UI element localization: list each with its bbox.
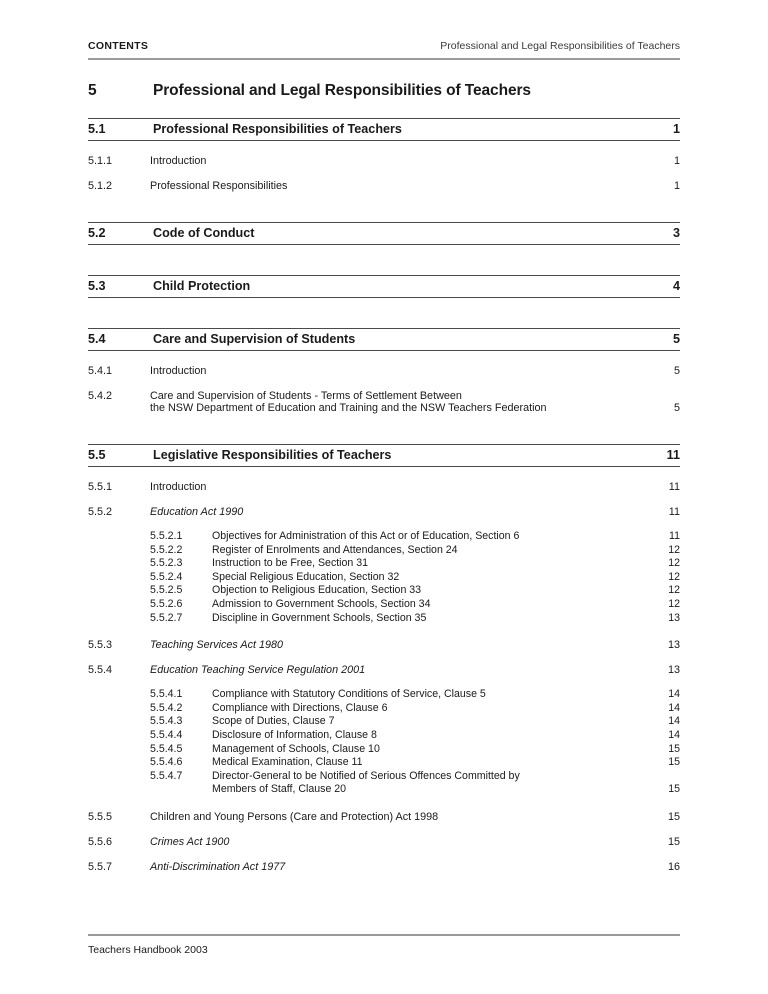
spacer [88,676,680,688]
entry-label: Education Teaching Service Regulation 2001 [150,664,366,677]
subentry-number: 5.5.4.1 [150,688,183,701]
subentry-label: Admission to Government Schools, Section 34 [212,597,431,610]
subentry-label: Objectives for Administration of this Act or of Education, Section 6 [212,530,520,542]
entry-label-line2: the NSW Department of Education and Training and the NSW Teachers Federation [150,402,547,414]
footer-text: Teachers Handbook 2003 [88,944,208,956]
section-number: 5.1 [88,122,106,136]
toc-subentry[interactable] [88,770,680,797]
toc-entry-5-5-5[interactable] [88,811,680,823]
spacer [88,141,680,155]
subentry-number: 5.5.4.5 [150,742,183,755]
entry-page-number: 5 [673,365,680,377]
toc-subentry[interactable] [88,584,680,598]
subentry-label: Compliance with Statutory Conditions of Service, Clause 5 [212,688,486,701]
subentry-page-number: 12 [668,557,680,570]
spacer [88,414,680,444]
subentry-label: Medical Examination, Clause 11 [212,756,363,769]
subentry-page-number: 14 [668,688,680,701]
toc-entry-5-5-7[interactable] [88,861,680,873]
entry-page-number: 1 [673,180,680,192]
subentry-page-number: 14 [668,715,680,728]
entry-label: Professional Responsibilities [150,180,288,192]
spacer [88,245,680,275]
toc-entry-5-4-2[interactable] [88,390,680,414]
subentry-label: Register of Enrolments and Attendances, Section 24 [212,543,458,556]
toc-entry-5-4-1[interactable] [88,365,680,377]
section-number: 5.5 [88,448,106,462]
spacer [88,848,680,861]
subentry-page-number: 15 [668,756,680,769]
spacer [88,192,680,222]
entry-label: Crimes Act 1900 [150,835,230,848]
subentry-number: 5.5.2.4 [150,570,183,583]
subentry-page-number: 14 [668,701,680,714]
entry-page-number: 16 [667,860,680,873]
toc-entry-5-1-2[interactable] [88,180,680,192]
toc-entry-5-5-1[interactable] [88,481,680,493]
section-page-number: 3 [672,226,680,240]
section-page-number: 1 [672,122,680,136]
entry-number: 5.4.2 [88,390,113,402]
spacer [88,467,680,481]
entry-label: Introduction [150,155,207,167]
section-number: 5.4 [88,332,106,346]
toc-entry-5-1-1[interactable] [88,155,680,167]
chapter-title [88,82,680,100]
entry-number: 5.5.1 [88,481,113,493]
spacer [88,651,680,664]
toc-subentry[interactable] [88,612,680,626]
subentry-number: 5.5.2.2 [150,543,183,556]
running-head [88,0,680,52]
section-page-number: 11 [666,448,680,462]
entry-number: 5.1.1 [88,155,113,167]
subentry-label: Instruction to be Free, Section 31 [212,557,369,570]
toc-subentry[interactable] [88,557,680,571]
subentry-number: 5.5.2.3 [150,557,183,570]
section-page-number: 4 [672,279,680,293]
toc-subentry[interactable] [88,756,680,770]
subentry-number: 5.5.2.7 [150,611,183,624]
entry-label: Introduction [150,481,207,493]
entry-page-value: 5 [673,402,680,414]
subentry-number: 5.5.2.6 [150,597,183,610]
entry-number: 5.5.4 [88,664,113,677]
entry-label-line1: Care and Supervision of Students - Terms of Settlement Between [150,390,462,402]
section-heading-row[interactable] [88,329,680,350]
subentry-page-number: 12 [668,570,680,583]
section-page-number: 5 [672,332,680,346]
toc-section-5-4 [88,328,680,414]
toc-entry-5-5-4[interactable] [88,664,680,676]
entry-label: Introduction [150,365,207,377]
toc-subitems-5-5-2 [88,530,680,625]
section-number: 5.3 [88,279,106,293]
subentry-label: Objection to Religious Education, Section 33 [212,584,422,597]
entry-number: 5.5.2 [88,506,113,518]
entry-page-number: 1 [673,155,680,167]
subentry-label: Management of Schools, Clause 10 [212,742,380,755]
toc-subentry[interactable] [88,571,680,585]
header-divider [88,58,680,60]
toc-subentry[interactable] [88,729,680,743]
subentry-page-number: 15 [668,742,680,755]
entry-page-number: 15 [667,835,680,848]
running-head-right: Professional and Legal Responsibilities of Teachers [440,40,680,52]
subentry-number: 5.5.2.1 [150,530,183,542]
entry-label: Anti-Discrimination Act 1977 [150,860,286,873]
section-heading-row[interactable] [88,445,680,466]
toc-section-5-3 [88,275,680,298]
subentry-page-number: 12 [668,597,680,610]
subentry-number: 5.5.4.4 [150,728,183,741]
section-label: Care and Supervision of Students [153,332,356,346]
entry-label: Education Act 1990 [150,506,244,518]
entry-page-number: 13 [667,639,680,652]
toc-subentry[interactable] [88,544,680,558]
spacer [88,823,680,836]
subentry-number: 5.5.4.7 [150,769,183,782]
chapter-number: 5 [88,82,97,99]
chapter-title-text: Professional and Legal Responsibilities of Teachers [153,82,531,99]
entry-page-number: 13 [667,664,680,677]
spacer [88,493,680,506]
spacer [88,625,680,639]
subentry-page-number: 12 [668,543,680,556]
entry-label: Teaching Services Act 1980 [150,639,284,652]
subentry-label: Disclosure of Information, Clause 8 [212,728,377,741]
subentry-number: 5.5.2.5 [150,584,183,597]
entry-number: 5.5.5 [88,810,113,823]
toc-subentry[interactable] [88,530,680,544]
section-heading-row[interactable] [88,119,680,140]
table-of-contents [88,118,680,873]
section-label: Legislative Responsibilities of Teachers [153,448,392,462]
toc-section-5-2 [88,222,680,245]
entry-page-number [646,402,680,414]
toc-entry-5-5-2[interactable] [88,506,680,518]
toc-subitems-5-5-4 [88,688,680,797]
subentry-label-line1: Director-General to be Notified of Serious Offences Committed by [212,769,520,782]
page-footer [88,934,680,956]
section-heading-row[interactable] [88,223,680,244]
toc-section-5-5 [88,444,680,873]
spacer [88,518,680,530]
section-label: Child Protection [153,279,251,293]
entry-number: 5.5.7 [88,860,113,873]
spacer [88,167,680,180]
entry-page-number: 11 [668,481,680,493]
spacer [88,797,680,811]
section-heading-row[interactable] [88,276,680,297]
entry-number: 5.5.6 [88,835,113,848]
subentry-page-number: 12 [668,584,680,597]
section-number: 5.2 [88,226,106,240]
entry-number: 5.1.2 [88,180,113,192]
subentry-page-number: 11 [669,530,680,542]
spacer [88,351,680,365]
subentry-number: 5.5.4.3 [150,715,183,728]
toc-entry-5-5-3[interactable] [88,639,680,651]
toc-entry-5-5-6[interactable] [88,836,680,848]
toc-subentry[interactable] [88,688,680,702]
entry-number: 5.4.1 [88,365,113,377]
entry-page-number: 15 [667,810,680,823]
spacer [88,377,680,390]
toc-subentry[interactable] [88,598,680,612]
toc-subentry[interactable] [88,715,680,729]
toc-section-5-1 [88,118,680,192]
entry-label-multiline [150,390,646,414]
subentry-label: Compliance with Directions, Clause 6 [212,701,388,714]
entry-label: Children and Young Persons (Care and Protection) Act 1998 [150,810,439,823]
subentry-label-multiline [212,770,646,797]
subentry-number: 5.5.4.6 [150,756,183,769]
subentry-page-number [646,783,680,797]
subentry-page-number: 13 [668,611,680,624]
section-label: Professional Responsibilities of Teachers [153,122,402,136]
entry-number: 5.5.3 [88,639,113,652]
entry-page-number: 11 [668,506,680,518]
footer-divider [88,934,680,936]
subentry-label: Scope of Duties, Clause 7 [212,715,335,728]
subentry-number: 5.5.4.2 [150,701,183,714]
subentry-label: Discipline in Government Schools, Section 35 [212,611,427,624]
subentry-page-value: 15 [668,783,680,796]
spacer [88,298,680,328]
toc-subentry[interactable] [88,702,680,716]
subentry-label: Special Religious Education, Section 32 [212,570,400,583]
running-head-left: CONTENTS [88,40,149,52]
section-label: Code of Conduct [153,226,255,240]
toc-subentry[interactable] [88,743,680,757]
subentry-label-line2: Members of Staff, Clause 20 [212,783,347,796]
subentry-page-number: 14 [668,728,680,741]
